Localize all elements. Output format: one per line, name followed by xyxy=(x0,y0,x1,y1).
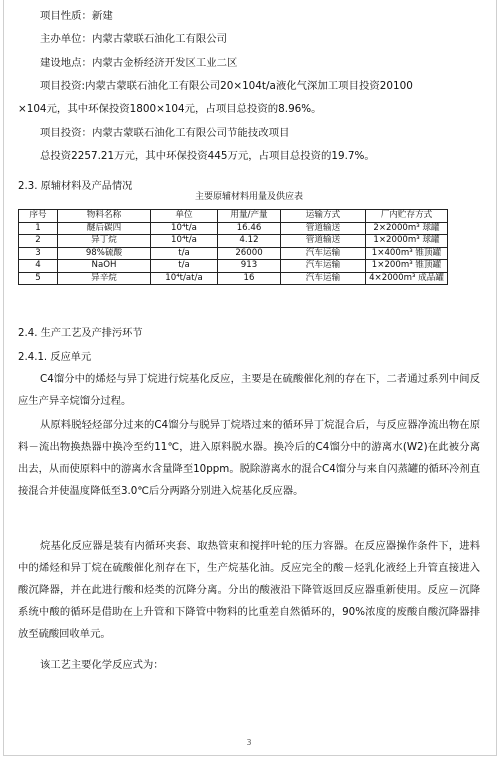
cell-no: 5 xyxy=(19,272,58,285)
col-header-material: 物料名称 xyxy=(58,210,151,223)
cell-quantity: 26000 xyxy=(218,247,281,260)
cell-material: 醚后碳四 xyxy=(58,222,151,235)
page-number: 3 xyxy=(246,738,252,747)
cell-quantity: 16.46 xyxy=(218,222,281,235)
materials-table xyxy=(18,209,448,285)
table-row xyxy=(19,260,448,273)
investment-line-2: 项目投资：内蒙古蒙联石油化工有限公司节能技改项目 xyxy=(40,127,290,139)
table-row xyxy=(19,235,448,248)
cell-unit: t/a xyxy=(151,260,218,273)
cell-transport: 汽车运输 xyxy=(281,260,366,273)
paragraph-text: 烷基化反应器是装有内循环夹套、取热管束和搅拌叶轮的压力容器。在反应器操作条件下，进料中的烯烃和异丁烷在硫酸催化剂存在下，生产烷基化油。反应完全的酸－烃乳化液经上升管直接进入酸沉降器，并在此进行酸和烃类的沉降分离。分出的酸液沿下降管返回反应器重新使用。反应－沉降系统中酸的循环是借助在上升管和下降管中物料的比重差自然循环的，90%浓度的废酸自酸沉降器排放至硫酸回收单元。 xyxy=(18,540,480,640)
cell-no: 1 xyxy=(19,222,58,235)
cell-transport: 汽车运输 xyxy=(281,247,366,260)
section-2-3-heading: 2.3. 原辅材料及产品情况 xyxy=(18,181,133,192)
cell-storage: 2×2000m³ 球罐 xyxy=(366,222,448,235)
cell-material: NaOH xyxy=(58,260,151,273)
col-header-transport: 运输方式 xyxy=(281,210,366,223)
investment-line-3: 总投资2257.21万元，其中环保投资445万元，占项目总投资的19.7%。 xyxy=(40,150,375,162)
table-caption: 主要原辅材料用量及供应表 xyxy=(194,192,303,202)
paragraph-3 xyxy=(18,535,480,645)
cell-quantity: 16 xyxy=(218,272,281,285)
cell-quantity: 4.12 xyxy=(218,235,281,248)
paragraph-text: 从原料脱轻烃部分过来的C4馏分与脱异丁烷塔过来的循环异丁烷混合后，与反应器净流出物在原料－流出物换热器中换冷至约11℃，进入原料脱水器。换冷后的C4馏分中的游离水(W2)在此被分离出去，从而使原料中的游离水含量降至10ppm。脱除游离水的混合C4馏分与来自闪蒸罐的循环冷剂直接混合并使温度降低至3.0℃后分两路分别进入烷基化反应器。 xyxy=(18,419,480,497)
cell-storage: 4×2000m³ 成品罐 xyxy=(366,272,448,285)
cell-material: 异丁烷 xyxy=(58,235,151,248)
table-header-row xyxy=(19,210,448,223)
cell-quantity: 913 xyxy=(218,260,281,273)
cell-unit: 10⁴t/a xyxy=(151,222,218,235)
cell-storage: 1×400m³ 锥顶罐 xyxy=(366,247,448,260)
cell-no: 4 xyxy=(19,260,58,273)
paragraph-1 xyxy=(18,368,480,412)
table-row xyxy=(19,272,448,285)
col-header-unit: 单位 xyxy=(151,210,218,223)
section-2-4-1-heading: 2.4.1. 反应单元 xyxy=(18,352,92,363)
section-2-4-heading: 2.4. 生产工艺及产排污环节 xyxy=(18,328,143,339)
col-header-storage: 厂内贮存方式 xyxy=(366,210,448,223)
host-unit: 主办单位：内蒙古蒙联石油化工有限公司 xyxy=(40,33,228,45)
cell-unit: t/a xyxy=(151,247,218,260)
cell-transport: 管道输送 xyxy=(281,222,366,235)
cell-transport: 汽车运输 xyxy=(281,272,366,285)
col-header-no: 序号 xyxy=(19,210,58,223)
cell-material: 异辛烷 xyxy=(58,272,151,285)
table-row xyxy=(19,222,448,235)
cell-transport: 管道输送 xyxy=(281,235,366,248)
cell-no: 3 xyxy=(19,247,58,260)
cell-storage: 1×200m³ 锥顶罐 xyxy=(366,260,448,273)
cell-unit: 10⁴t/a xyxy=(151,235,218,248)
paragraph-4 xyxy=(18,654,480,676)
paragraph-text: 该工艺主要化学反应式为： xyxy=(40,659,164,671)
paragraph-2 xyxy=(18,414,480,502)
cell-material: 98%硫酸 xyxy=(58,247,151,260)
investment-line-1b: ×104元，其中环保投资1800×104元，占项目总投资的8.96%。 xyxy=(18,103,322,115)
col-header-quantity: 用量/产量 xyxy=(218,210,281,223)
cell-unit: 10⁴t/at/a xyxy=(151,272,218,285)
paragraph-text: C4馏分中的烯烃与异丁烷进行烷基化反应，主要是在硫酸催化剂的存在下，二者通过系列中间反应生产异辛烷馏分过程。 xyxy=(18,373,480,407)
construction-site: 建设地点：内蒙古金桥经济开发区工业二区 xyxy=(40,57,238,69)
investment-line-1a: 项目投资:内蒙古蒙联石油化工有限公司20×104t/a液化气深加工项目投资20100 xyxy=(40,80,413,92)
table-row xyxy=(19,247,448,260)
cell-storage: 1×2000m³ 球罐 xyxy=(366,235,448,248)
cell-no: 2 xyxy=(19,235,58,248)
project-nature: 项目性质：新建 xyxy=(40,10,113,22)
